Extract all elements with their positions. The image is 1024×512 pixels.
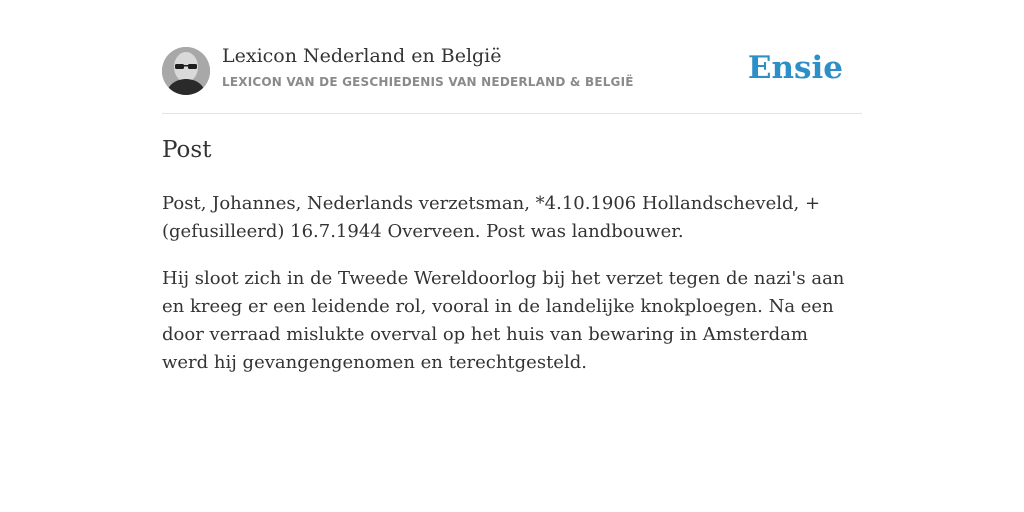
header	[162, 0, 862, 114]
source-subtitle: LEXICON VAN DE GESCHIEDENIS VAN NEDERLAND & BELGIË	[222, 75, 634, 89]
person-avatar-icon	[162, 47, 210, 95]
article-paragraph: Hij sloot zich in de Tweede Wereldoorlog bij het verzet tegen de nazi's aan en kreeg er een leidende rol, vooral in de landelijke knokploegen. Na een door verraad mislukte overval op het huis van bewaring in Amsterdam werd hij gevangengenomen en terechtgesteld.	[162, 268, 845, 373]
article-title: Post	[162, 137, 212, 163]
author-avatar[interactable]	[162, 47, 210, 95]
page	[162, 0, 862, 373]
brand-logo[interactable]: Ensie	[747, 50, 843, 86]
source-name[interactable]: Lexicon Nederland en België	[222, 45, 502, 67]
article-paragraph: Post, Johannes, Nederlands verzetsman, *4.10.1906 Hollandscheveld, + (gefusilleerd) 16.7.1944 Overveen. Post was landbouwer.	[162, 193, 821, 242]
article-body	[162, 190, 852, 396]
